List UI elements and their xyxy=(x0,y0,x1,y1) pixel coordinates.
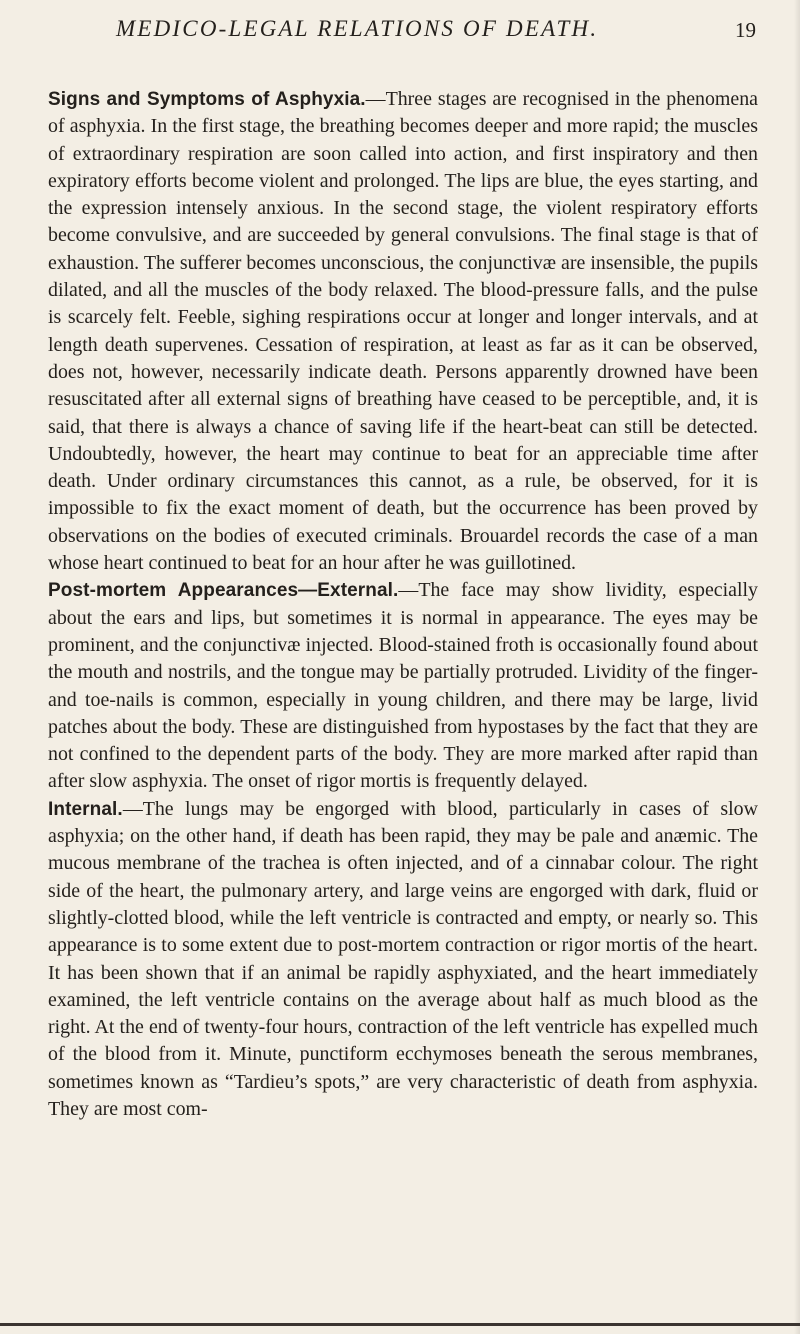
paragraph-signs-and-symptoms xyxy=(48,86,758,577)
page-edge-shadow xyxy=(794,0,800,1334)
running-header xyxy=(48,14,758,60)
paragraph-text: —The face may show lividity, especially about the ears and lips, but sometimes it is normal in appearance. The eyes may be prominent, and the conjunctivæ injected. Blood-stained froth is occasionally found about the mouth and nostrils, and the tongue may be partially protruded. Lividity of the finger- and toe-nails is common, especially in young children, and there may be large, livid patches about the body. These are distinguished from hypostases by the fact that they are not confined to the dependent parts of the body. They are more marked after rapid than after slow asphyxia. The onset of rigor mortis is frequently delayed. xyxy=(48,579,758,793)
bottom-edge-rule xyxy=(0,1323,800,1326)
paragraph-post-mortem-external xyxy=(48,577,758,795)
section-heading: Internal. xyxy=(48,798,123,820)
paragraph-text: —Three stages are recognised in the phenomena of asphyxia. In the first stage, the breathing becomes deeper and more rapid; the muscles of extraordinary respiration are soon called into action, and first inspiratory and then expiratory efforts become violent and prolonged. The lips are blue, the eyes starting, and the expression intensely anxious. In the second stage, the violent respiratory efforts become convulsive, and are succeeded by general convulsions. The final stage is that of exhaustion. The sufferer becomes unconscious, the conjunctivæ are insensible, the pupils dilated, and all the muscles of the body relaxed. The blood-pressure falls, and the pulse is scarcely felt. Feeble, sighing respirations occur at longer and longer intervals, and at length death supervenes. Cessation of respiration, at least as far as it can be observed, does not, however, necessarily indicate death. Persons apparently drowned have been resuscitated after all external signs of breathing have ceased to be perceptible, and, it is said, that there is always a chance of saving life if the heart-beat can still be detected. Undoubtedly, however, the heart may continue to beat for an appreciable time after death. Under ordinary circumstances this cannot, as a rule, be observed, for it is impossible to fix the exact moment of death, but the occurrence has been proved by observations on the bodies of executed criminals. Brouardel records the case of a man whose heart continued to beat for an hour after he was guillotined. xyxy=(48,88,758,575)
running-title: MEDICO-LEGAL RELATIONS OF DEATH. xyxy=(116,16,599,41)
body-text xyxy=(48,86,758,1123)
book-page xyxy=(48,14,758,1123)
section-heading: Signs and Symptoms of Asphyxia. xyxy=(48,89,366,110)
paragraph-internal xyxy=(48,796,758,1124)
paragraph-text: —The lungs may be engorged with blood, particularly in cases of slow asphyxia; on the other hand, if death has been rapid, they may be pale and anæmic. The mucous membrane of the trachea is often injected, and of a cinnabar colour. The right side of the heart, the pulmonary artery, and large veins are engorged with dark, fluid or slightly-clotted blood, while the left ventricle is contracted and empty, or nearly so. This appearance is to some extent due to post-mortem contraction or rigor mortis of the heart. It has been shown that if an animal be rapidly asphyxiated, and the heart immediately examined, the left ventricle contains on the average about half as much blood as the right. At the end of twenty-four hours, contraction of the left ventricle has expelled much of the blood from it. Minute, punctiform ecchymoses beneath the serous membranes, sometimes known as “Tardieu’s spots,” are very characteristic of death from asphyxia. They are most com- xyxy=(48,797,758,1120)
section-heading: Post-mortem Appearances—External. xyxy=(48,580,399,602)
page-number: 19 xyxy=(735,18,756,42)
